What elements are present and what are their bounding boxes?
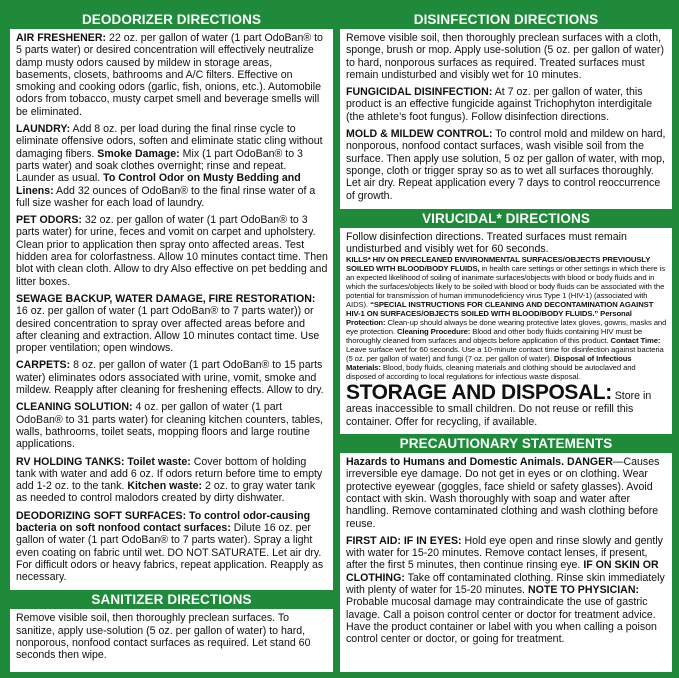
soft-surfaces-text: Dilute 16 oz. per gallon of water (1 part OdoBan® to 7 parts water). Spray a light even coating on fabric until wet. DO NOT SATURATE. Let air dry. For difficult odors or heavy fabrics, repeat application. Reapply as necessary.: [16, 521, 324, 584]
kitchen-waste-text: 2 oz. to gray water tank as needed to control malodors created by dirty dishwater.: [16, 480, 316, 505]
soft-surfaces-title: DEODORIZING SOFT SURFACES: To control odor-causing bacteria on soft nonfood contact surfaces:: [16, 509, 311, 534]
laundry-title: LAUNDRY:: [16, 123, 71, 136]
sewage-title: SEWAGE BACKUP, WATER DAMAGE, FIRE RESTORATION:: [16, 292, 316, 305]
sewage-paragraph: [16, 293, 328, 354]
first-aid-paragraph: [346, 535, 667, 646]
laundry-text: Add 8 oz. per load during the final rinse cycle to eliminate offensive odors, soften and eliminate static cling without damaging fibers.: [16, 123, 323, 160]
special-instructions-text: Clean-up should always be done wearing protective latex gloves, gowns, masks and eye protection.: [346, 318, 667, 337]
virucidal-intro: Follow disinfection directions. Treated surfaces must remain undisturbed and visibly wet for 60 seconds.: [346, 230, 627, 256]
cleaning-procedure-text: Blood and other body fluids containing HIV must be thoroughly cleaned from surfaces and objects before application of this product.: [346, 327, 643, 346]
hazards-title: Hazards to Humans and Domestic Animals. DANGER: [346, 456, 613, 469]
contact-time-title: Contact Time:: [610, 336, 661, 346]
musty-bedding-title: To Control Odor on Musty Bedding and Linens:: [16, 172, 301, 197]
fungicidal-paragraph: [346, 86, 667, 123]
laundry-paragraph: [16, 123, 328, 209]
kitchen-waste-title: Kitchen waste:: [127, 480, 203, 493]
disinfection-intro: Remove visible soil, then thoroughly preclean surfaces with a cloth, sponge, brush or mop. Apply use-solution (5 oz. per gallon of water) to hard, nonporous surfaces as required. Treated surfaces must remain undisturbed and visibly wet for 10 minutes.: [346, 32, 664, 81]
smoke-damage-title: Smoke Damage:: [97, 147, 180, 160]
special-instructions-title: “SPECIAL INSTRUCTIONS FOR CLEANING AND DECONTAMINATION AGAINST HIV-1 ON SURFACES/OBJECTS SOILED WITH BLOOD/BODY FLUIDS.” Personal Protection:: [346, 300, 654, 328]
carpets-paragraph: [16, 359, 328, 396]
precautionary-heading: PRECAUTIONARY STATEMENTS: [340, 434, 672, 453]
virucidal-intro-section: [340, 228, 672, 256]
air-freshener-title: AIR FRESHENER:: [16, 32, 107, 44]
rv-tanks-title: RV HOLDING TANKS: Toilet waste:: [16, 455, 191, 468]
carpets-text: 8 oz. per gallon of water (1 part OdoBan® to 15 parts water) eliminates odors associated with urine, vomit, smoke and mildew. Reapply after cleaning for freshening effects. Allow to dry.: [16, 359, 324, 397]
mold-paragraph: [346, 128, 667, 202]
cleaning-solution-title: CLEANING SOLUTION:: [16, 401, 133, 414]
skin-title: IF ON SKIN OR CLOTHING:: [346, 559, 659, 584]
fungicidal-title: FUNGICIDAL DISINFECTION:: [346, 86, 493, 99]
sanitizer-heading: SANITIZER DIRECTIONS: [10, 590, 333, 609]
precautionary-section: [340, 453, 672, 652]
infectious-disposal-title: Disposal of Infectious Materials:: [346, 354, 632, 373]
carpets-title: CARPETS:: [16, 359, 71, 372]
pet-odors-paragraph: [16, 214, 328, 288]
fungicidal-text: At 7 oz. per gallon of water, this product is an effective fungicide against Trichophyton interdigitale (the athlete’s foot fungus). Follow disinfection directions.: [346, 86, 653, 123]
right-column: [340, 10, 672, 672]
hiv-kills-title: KILLS* HIV ON PRECLEANED ENVIRONMENTAL SURFACES/OBJECTS PREVIOUSLY SOILED WITH BLOOD/BODY FLUIDS,: [346, 255, 651, 274]
cleaning-solution-paragraph: [16, 401, 328, 450]
air-freshener-text: 22 oz. per gallon of water (1 part OdoBan® to 5 parts water) or desired concentration will effectively neutralize damp musty odors caused by mildew in storage areas, basements, closets, bathrooms and A/C filters. Effective on smoking and cooking odors (garlic, fish, onions, etc.). Automobile odors from tobacco, musty carpet smell and beverage smells will be eliminated.: [16, 32, 323, 118]
storage-text: Store in areas inaccessible to small children. Do not reuse or refill this container. Offer for recycling, if available.: [346, 390, 652, 428]
virucidal-heading: VIRUCIDAL* DIRECTIONS: [340, 209, 672, 228]
pet-odors-title: PET ODORS:: [16, 214, 82, 227]
hiv-fine-print: [340, 255, 672, 381]
soft-surfaces-paragraph: [16, 510, 328, 584]
storage-heading: STORAGE AND DISPOSAL:: [346, 381, 612, 405]
left-column: [10, 10, 333, 672]
deodorizer-section: [10, 29, 333, 590]
disinfection-section: [340, 29, 672, 209]
hiv-kills-text: in health care settings or other settings in which there is an expected likelihood of soiling of inanimate surfaces/objects with blood or body fluids and in which the surfaces/objects likely to be soiled with blood or body fluids can be associated with the potential for transmission of human immunodeficiency virus Type 1 (HIV-1) (associated with AIDS).: [346, 264, 665, 310]
musty-bedding-text: Add 32 ounces of OdoBan® to the final rinse water of a full size washer for each load of laundry.: [16, 184, 316, 209]
pet-odors-text: 32 oz. per gallon of water (1 part OdoBan® to 3 parts water) for urine, feces and vomit on carpet and upholstery. Clean prior to application then spray onto affected areas. Test hidden area for colorfastness. Allow 10 minutes contact time. Then blot with clean cloth. Allow to dry Also effective on pet bedding and litter boxes.: [16, 214, 328, 288]
mold-title: MOLD & MILDEW CONTROL:: [346, 128, 493, 141]
contact-time-text: Leave surface wet for 60 seconds. Use a 10-minute contact time for disinfection against bacteria (5 oz. per gallon of water) and fungi (7 oz. per gallon of water).: [346, 345, 664, 364]
sewage-text: 16 oz. per gallon of water (1 part OdoBan® to 7 parts water)) or desired concentration to spray over affected areas before and after cleaning and extraction. Allow 10 minutes contact time. Use proper ventilation; open windows.: [16, 305, 320, 355]
skin-text: Take off contaminated clothing. Rinse skin immediately with plenty of water for 15-20 minutes.: [346, 571, 665, 597]
sanitizer-section: [10, 609, 333, 668]
infectious-disposal-text: Blood, body fluids, cleaning materials and clothing should be autoclaved and disposed of according to local regulations for infectious waste disposal.: [346, 363, 636, 382]
hazards-paragraph: [346, 456, 667, 530]
storage-section: [340, 381, 672, 430]
mold-text: To control mold and mildew on hard, nonporous, nonfood contact surfaces, wash visible soil from the surface. Then apply use solution, 5 oz per gallon of water, with mop, sponge, cloth or trigger spray so as to wet all surfaces thoroughly. Let air dry. Repeat application every 7 days to control reoccurrence of growth.: [346, 128, 666, 202]
smoke-damage-text: Mix (1 part OdoBan® to 3 parts water) and soak clothes overnight; rinse and repeat. Launder as usual.: [16, 147, 303, 185]
rv-tanks-text: Cover bottom of holding tank with water and add 6 oz. If odors return before time to empty add 1-2 oz. to the tank.: [16, 455, 323, 493]
hazards-text: —Causes irreversible eye damage. Do not get in eyes or on clothing. Wear protective eyewear (goggles, face shield or safety glasses). Avoid contact with skin. Wash thoroughly with soap and water after handling. Remove contaminated clothing and wash clothing before reuse.: [346, 456, 660, 530]
cleaning-solution-text: 4 oz. per gallon of water (1 part OdoBan® to 31 parts water) for cleaning kitchen counters, tables, walls, bathrooms, toilet seats, mopping floors and large routine applications.: [16, 401, 323, 451]
deodorizer-heading: DEODORIZER DIRECTIONS: [10, 10, 333, 29]
physician-text: Probable mucosal damage may contraindicate the use of gastric lavage. Call a poison control center or doctor for treatment advice. Have the product container or label with you when calling a poison control center or doctor, or going for treatment.: [346, 596, 657, 646]
cleaning-procedure-title: Cleaning Procedure:: [396, 327, 471, 337]
air-freshener-paragraph: [16, 32, 328, 118]
rv-tanks-paragraph: [16, 456, 328, 505]
sanitizer-text: Remove visible soil, then thoroughly preclean surfaces. To sanitize, apply use-solution (5 oz. per gallon of water) to hard, nonporous, nonfood contact surfaces as required. Let stand 60 seconds then wipe.: [16, 612, 311, 662]
first-aid-title: FIRST AID: IF IN EYES:: [346, 534, 462, 547]
first-aid-text: Hold eye open and rinse slowly and gently with water for 15-20 minutes. Remove contact lenses, if present, after the first 5 minutes, then continue rinsing eye.: [346, 534, 663, 572]
physician-title: NOTE TO PHYSICIAN:: [527, 584, 640, 597]
disinfection-heading: DISINFECTION DIRECTIONS: [340, 10, 672, 29]
